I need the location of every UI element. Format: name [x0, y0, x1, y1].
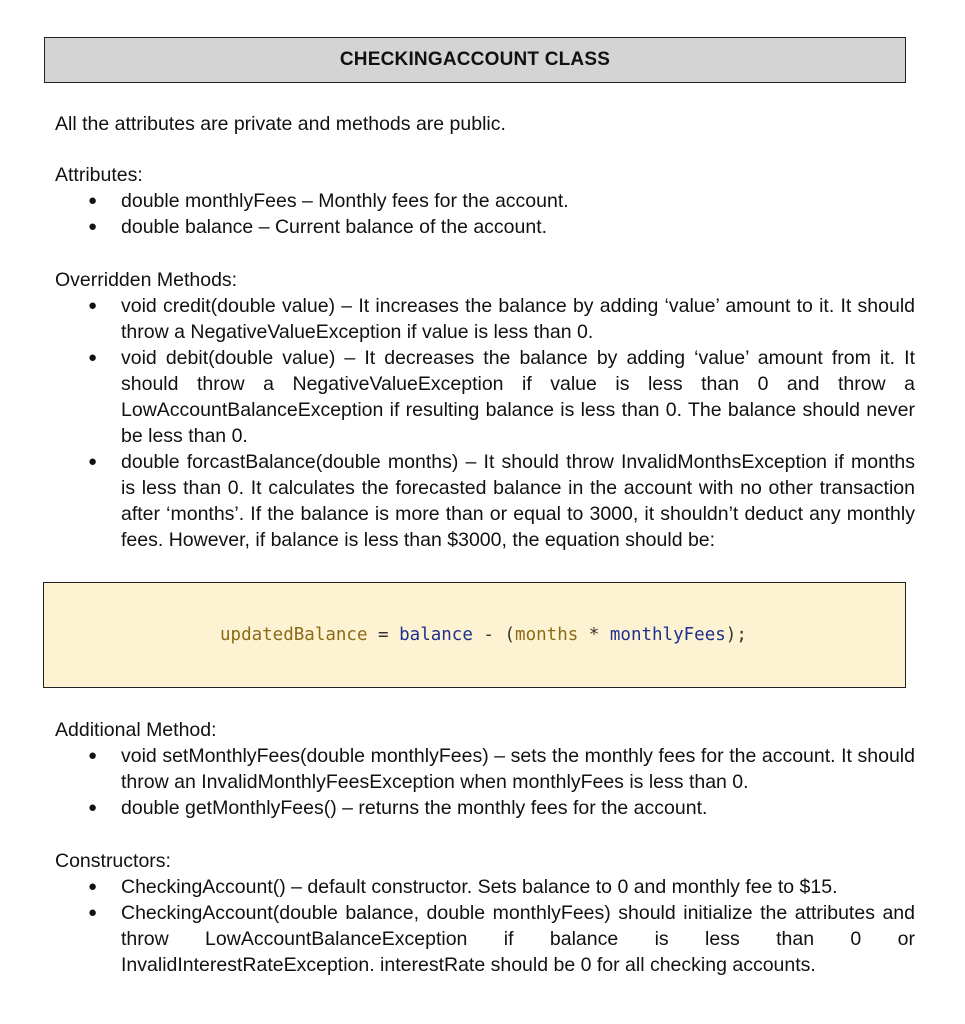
- list-item: ● CheckingAccount(double balance, double monthlyFees) should initialize the attributes and throw LowAccountBalanceException if balance is less than 0 or InvalidInterestRateException. interestRate should be 0 for all checking accounts.: [55, 900, 915, 978]
- list-item: ● double forcastBalance(double months) – It should throw InvalidMonthsException if months is less than 0. It calculates the forecasted balance in the account with no other transaction after ‘months’. If the balance is more than or equal to 3000, it shouldn’t deduct any monthly fees. However, if balance is less than $3000, the equation should be:: [55, 449, 915, 553]
- code-token: =: [367, 625, 400, 645]
- code-token: - (: [472, 625, 516, 645]
- code-token: months: [515, 625, 579, 645]
- code-token: monthlyFees: [609, 625, 726, 645]
- code-token: *: [578, 625, 610, 645]
- list-item: ● double balance – Current balance of the account.: [55, 214, 915, 240]
- code-block: [43, 582, 906, 688]
- list-item: ● void setMonthlyFees(double monthlyFees) – sets the monthly fees for the account. It should throw an InvalidMonthlyFeesException when monthlyFees is less than 0.: [55, 743, 915, 795]
- constructors-heading: Constructors:: [55, 850, 171, 872]
- overridden-list: [55, 293, 915, 553]
- list-item: ● void debit(double value) – It decreases the balance by adding ‘value’ amount from it. It should throw a NegativeValueException if value is less than 0 and throw a LowAccountBalanceException if resulting balance is less than 0. The balance should never be less than 0.: [55, 345, 915, 449]
- code-token: balance: [399, 625, 473, 645]
- list-item: ● double getMonthlyFees() – returns the monthly fees for the account.: [55, 795, 915, 821]
- overridden-heading: Overridden Methods:: [55, 269, 238, 291]
- list-item: ● double monthlyFees – Monthly fees for the account.: [55, 188, 915, 214]
- additional-heading: Additional Method:: [55, 719, 217, 741]
- page-title: CHECKINGACCOUNT CLASS: [44, 37, 906, 83]
- intro-text: All the attributes are private and methods are public.: [55, 113, 506, 135]
- attributes-heading: Attributes:: [55, 164, 143, 186]
- code-token: updatedBalance: [220, 625, 368, 645]
- attributes-list: [55, 188, 915, 240]
- code-line: [220, 625, 747, 645]
- list-item: ● void credit(double value) – It increases the balance by adding ‘value’ amount to it. It should throw a NegativeValueException if value is less than 0.: [55, 293, 915, 345]
- list-item: ● CheckingAccount() – default constructor. Sets balance to 0 and monthly fee to $15.: [55, 874, 915, 900]
- additional-list: [55, 743, 915, 821]
- constructors-list: [55, 874, 915, 978]
- code-token: );: [725, 625, 747, 645]
